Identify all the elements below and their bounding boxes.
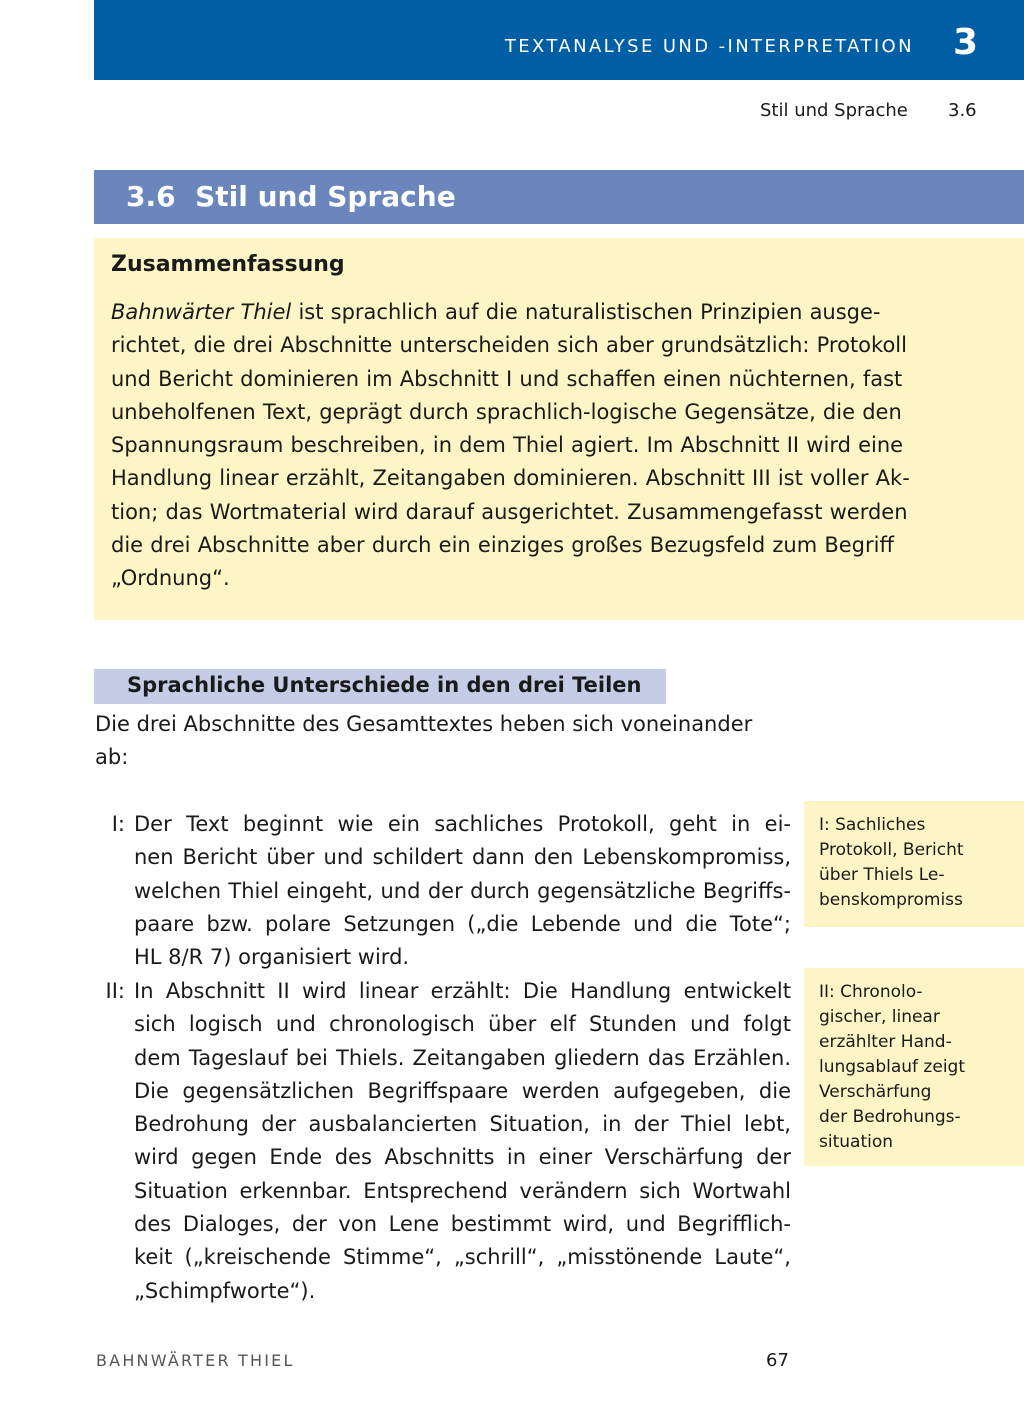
summary-line: richtet, die drei Abschnitte unterscheiden sich aber grundsätzlich: Protokoll xyxy=(111,333,907,358)
summary-text xyxy=(111,296,979,596)
margin-note-line: der Bedrohungs- xyxy=(819,1107,961,1127)
margin-note-line: I: Sachliches xyxy=(819,815,926,835)
list-item-line: welchen Thiel eingeht, und der durch gegensätzliche Begriffs- xyxy=(134,878,791,903)
footer-book-title: BAHNWÄRTER THIEL xyxy=(96,1351,295,1370)
summary-line: Spannungsraum beschreiben, in dem Thiel agiert. Im Abschnitt II wird eine xyxy=(111,433,904,458)
margin-note-line: II: Chronolo- xyxy=(819,982,923,1002)
section-title: Stil und Sprache xyxy=(195,180,456,213)
list-item-line: des Dialoges, der von Lene bestimmt wird, und Begrifflich- xyxy=(134,1212,791,1237)
section-heading xyxy=(126,180,456,213)
list-item-line: keit („kreischende Stimme“, „schrill“, „misstönende Laute“, xyxy=(134,1245,791,1270)
summary-line-text: ist sprachlich auf die naturalistischen Prinzipien ausge- xyxy=(291,300,881,324)
list-item-line: nen Bericht über und schildert dann den Lebenskompromiss, xyxy=(134,845,791,870)
margin-note-line: erzählter Hand- xyxy=(819,1032,952,1052)
list-item-label: II: xyxy=(105,979,125,1003)
list-item-line: „Schimpfworte“). xyxy=(134,1278,316,1303)
subsection-heading: Sprachliche Unterschiede in den drei Teilen xyxy=(127,673,642,697)
list-item-text xyxy=(134,975,791,1308)
margin-note-line: über Thiels Le- xyxy=(819,865,945,885)
book-title-italic: Bahnwärter Thiel xyxy=(111,300,292,324)
list-item-line: wird gegen Ende des Abschnitts in einer Verschärfung der xyxy=(134,1145,791,1170)
summary-line: „Ordnung“. xyxy=(111,566,230,591)
margin-note-line: Verschärfung xyxy=(819,1082,932,1102)
list-item-line: In Abschnitt II wird linear erzählt: Die Handlung entwickelt xyxy=(134,979,791,1003)
list-item-line: paare bzw. polare Setzungen („die Lebende und die Tote“; xyxy=(134,911,791,936)
list-item-text xyxy=(134,808,791,974)
list-item-line: HL 8/R 7) organisiert wird. xyxy=(134,945,410,970)
summary-box xyxy=(94,238,1024,620)
list-item-line: sich logisch und chronologisch über elf Stunden und folgt xyxy=(134,1012,791,1037)
margin-note-1 xyxy=(804,801,1024,927)
running-title: Stil und Sprache xyxy=(760,100,908,121)
summary-heading: Zusammenfassung xyxy=(111,252,345,277)
page-number: 67 xyxy=(766,1350,789,1371)
summary-line: tion; das Wortmaterial wird darauf ausgerichtet. Zusammengefasst werden xyxy=(111,499,908,524)
intro-line: Die drei Abschnitte des Gesamttextes heben sich voneinander xyxy=(95,712,753,736)
list-item-line: dem Tageslauf bei Thiels. Zeitangaben gliedern das Erzählen. xyxy=(134,1045,791,1070)
margin-note-line: situation xyxy=(819,1132,894,1152)
list-item-line: Situation erkennbar. Entsprechend verändern sich Wortwahl xyxy=(134,1178,791,1203)
list-item-line: Der Text beginnt wie ein sachliches Protokoll, geht in ei- xyxy=(134,812,791,836)
running-section-number: 3.6 xyxy=(948,100,977,121)
intro-line: ab: xyxy=(95,745,129,769)
section-number: 3.6 xyxy=(126,180,176,213)
summary-line xyxy=(111,296,979,329)
intro-paragraph xyxy=(95,708,795,774)
list-item-line: Bedrohung der ausbalancierten Situation, in der Thiel lebt, xyxy=(134,1112,791,1137)
section-title-bar xyxy=(94,170,1024,224)
margin-note-line: Protokoll, Bericht xyxy=(819,840,964,860)
summary-line: und Bericht dominieren im Abschnitt I und schaffen einen nüchternen, fast xyxy=(111,366,903,391)
margin-note-line: gischer, linear xyxy=(819,1007,940,1027)
chapter-number: 3 xyxy=(952,22,978,63)
subsection-heading-bar xyxy=(94,669,666,704)
margin-note-line: lungsablauf zeigt xyxy=(819,1057,965,1077)
list-item-label: I: xyxy=(111,812,125,836)
chapter-header-bar xyxy=(94,0,1024,80)
list-item-line: Die gegensätzlichen Begriffspaare werden aufgegeben, die xyxy=(134,1078,791,1103)
margin-note-2 xyxy=(804,968,1024,1166)
margin-note-text xyxy=(819,813,964,913)
summary-line: die drei Abschnitte aber durch ein einziges großes Bezugsfeld zum Begriff xyxy=(111,533,894,558)
summary-line: Handlung linear erzählt, Zeitangaben dominieren. Abschnitt III ist voller Ak- xyxy=(111,466,910,491)
margin-note-text xyxy=(819,980,965,1155)
margin-note-line: benskompromiss xyxy=(819,890,963,910)
summary-line: unbeholfenen Text, geprägt durch sprachlich-logische Gegensätze, die den xyxy=(111,399,902,424)
chapter-title: TEXTANALYSE UND -INTERPRETATION xyxy=(504,36,914,57)
